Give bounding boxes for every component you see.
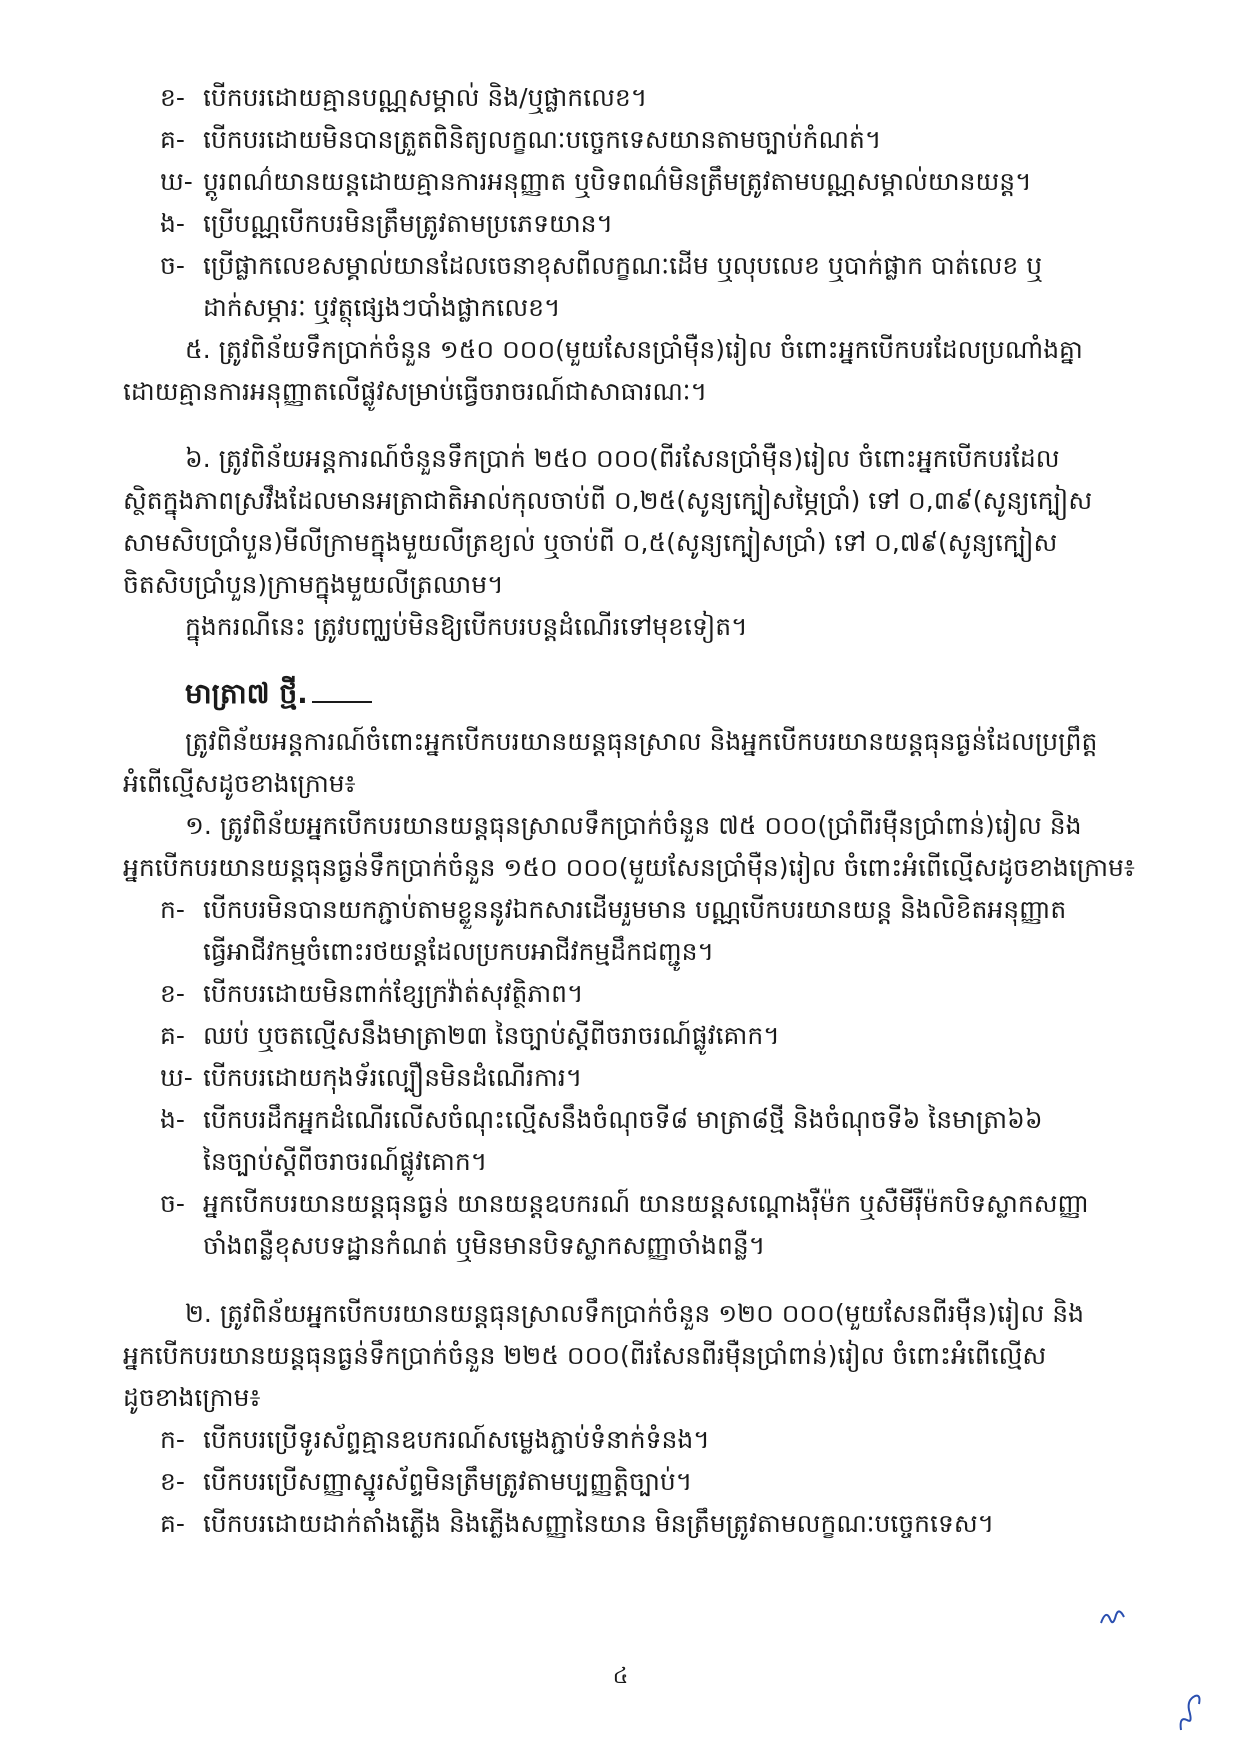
paragraph-text: អំពើល្មើសដូចខាងក្រោម៖ bbox=[123, 769, 356, 798]
paragraph-text: ៦. ត្រូវពិន័យអន្តការណ៍ចំនួនទឹកប្រាក់ ២៥០ ០០០(ពីរសែនប្រាំម៉ឺន)រៀល ចំពោះអ្នកបើកបរដែល bbox=[185, 444, 1060, 473]
handwritten-initial-icon bbox=[1175, 1690, 1207, 1736]
article-heading-text: មាត្រា៧ ថ្មី. bbox=[185, 677, 308, 710]
paragraph-text: ដូចខាងក្រោម៖ bbox=[123, 1383, 261, 1412]
paragraph-text: ស្ថិតក្នុងភាពស្រវឹងដែលមានអត្រាជាតិអាល់កុលចាប់ពី ០,២៥(សូន្យក្បៀសម្ភៃប្រាំ) ទៅ ០,៣៩(សូន្យក្បៀស bbox=[123, 486, 1093, 515]
item-text: បើកបរប្រើទូរស័ព្ទគ្មានឧបករណ៍សម្លេងភ្ជាប់ទំនាក់ទំនង។ bbox=[203, 1425, 710, 1454]
item-text: នៃច្បាប់ស្ដីពីចរាចរណ៍ផ្លូវគោក។ bbox=[203, 1147, 488, 1176]
paragraph-text: ដោយគ្មានការអនុញ្ញាតលើផ្លូវសម្រាប់ធ្វើចរាចរណ៍ជាសាធារណៈ។ bbox=[123, 377, 708, 406]
item-text: ប្ដូរពណ៌យានយន្តដោយគ្មានការអនុញ្ញាត ឬបិទពណ៌មិនត្រឹមត្រូវតាមបណ្ណសម្គាល់យានយន្ត។ bbox=[203, 167, 1032, 196]
item-marker: គ- bbox=[160, 1021, 185, 1050]
item-marker: ង- bbox=[160, 1105, 185, 1134]
item-marker: ឃ- bbox=[160, 167, 193, 196]
item-text: បើកបរដោយកុងទ័រល្បឿនមិនដំណើរការ។ bbox=[203, 1063, 583, 1092]
item-marker: ក- bbox=[160, 895, 185, 924]
article-heading bbox=[185, 675, 372, 713]
item-text: ឈប់ ឬចតល្មើសនឹងមាត្រា២៣ នៃច្បាប់ស្ដីពីចរាចរណ៍ផ្លូវគោក។ bbox=[203, 1021, 780, 1050]
paragraph-text: ២. ត្រូវពិន័យអ្នកបើកបរយានយន្តធុនស្រាលទឹកប្រាក់ចំនួន ១២០ ០០០(មួយសែនពីរម៉ឺន)រៀល និង bbox=[185, 1299, 1084, 1328]
item-text: ប្រើបណ្ណបើកបរមិនត្រឹមត្រូវតាមប្រភេទយាន។ bbox=[203, 209, 614, 238]
item-text: បើកបរមិនបានយកភ្ជាប់តាមខ្លួននូវឯកសារដើមរួមមាន បណ្ណបើកបរយានយន្ត និងលិខិតអនុញ្ញាត bbox=[203, 895, 1067, 924]
item-text: បើកបរដោយមិនពាក់ខ្សែក្រវ៉ាត់សុវត្ថិភាព។ bbox=[203, 979, 584, 1008]
item-marker: ខ- bbox=[160, 1467, 185, 1496]
paragraph-text: ត្រូវពិន័យអន្តការណ៍ចំពោះអ្នកបើកបរយានយន្តធុនស្រាល និងអ្នកបើកបរយានយន្តធុនធ្ងន់ដែលប្រព្រឹត្ត bbox=[185, 727, 1098, 756]
item-marker: គ- bbox=[160, 125, 185, 154]
handwritten-initial-icon bbox=[1098, 1605, 1128, 1631]
item-marker: ខ- bbox=[160, 83, 185, 112]
item-marker: ច- bbox=[160, 251, 185, 280]
item-text: ធ្វើអាជីវកម្មចំពោះរថយន្តដែលប្រកបអាជីវកម្មដឹកជញ្ជូន។ bbox=[203, 937, 714, 966]
item-text: ដាក់សម្ភារៈ ឬវត្ថុផ្សេងៗបាំងផ្លាកលេខ។ bbox=[203, 293, 561, 322]
paragraph-text: អ្នកបើកបរយានយន្តធុនធ្ងន់ទឹកប្រាក់ចំនួន ២២៥ ០០០(ពីរសែនពីរម៉ឺនប្រាំពាន់)រៀល ចំពោះអំពើល្មើស bbox=[123, 1341, 1047, 1370]
item-marker: ខ- bbox=[160, 979, 185, 1008]
paragraph-text: សាមសិបប្រាំបួន)មីលីក្រាមក្នុងមួយលីត្រខ្យល់ ឬចាប់ពី ០,៥(សូន្យក្បៀសប្រាំ) ទៅ ០,៧៩(សូន្យក្បៀស bbox=[123, 528, 1058, 557]
paragraph-text: ១. ត្រូវពិន័យអ្នកបើកបរយានយន្តធុនស្រាលទឹកប្រាក់ចំនួន ៧៥ ០០០(ប្រាំពីរម៉ឺនប្រាំពាន់)រៀល និង bbox=[185, 811, 1082, 840]
item-text: បើកបរដោយដាក់តាំងភ្លើង និងភ្លើងសញ្ញានៃយាន មិនត្រឹមត្រូវតាមលក្ខណៈបច្ចេកទេស។ bbox=[203, 1509, 995, 1538]
item-marker: ង- bbox=[160, 209, 185, 238]
item-text: ប្រើផ្លាកលេខសម្គាល់យានដែលចេនាខុសពីលក្ខណៈដើម ឬលុបលេខ ឬបាក់ផ្លាក បាត់លេខ ឬ bbox=[203, 251, 1043, 280]
heading-underline bbox=[312, 701, 372, 703]
item-marker: ក- bbox=[160, 1425, 185, 1454]
paragraph-text: អ្នកបើកបរយានយន្តធុនធ្ងន់ទឹកប្រាក់ចំនួន ១៥០ ០០០(មួយសែនប្រាំម៉ឺន)រៀល ចំពោះអំពើល្មើសដូចខាងក្រោម៖ bbox=[123, 853, 1135, 882]
page-number: ៤ bbox=[612, 1664, 629, 1689]
item-marker: ច- bbox=[160, 1189, 185, 1218]
item-text: បើកបរដឹកអ្នកដំណើរលើសចំណុះល្មើសនឹងចំណុចទី៨ មាត្រា៨ថ្មី និងចំណុចទី៦ នៃមាត្រា៦៦ bbox=[203, 1105, 1043, 1134]
paragraph-text: ក្នុងករណីនេះ ត្រូវបញ្ឈប់មិនឱ្យបើកបរបន្តដំណើរទៅមុខទៀត។ bbox=[185, 612, 748, 641]
paragraph-text: ៥. ត្រូវពិន័យទឹកប្រាក់ចំនួន ១៥០ ០០០(មួយសែនប្រាំម៉ឺន)រៀល ចំពោះអ្នកបើកបរដែលប្រណាំងគ្នា bbox=[185, 335, 1083, 364]
item-text: បើកបរប្រើសញ្ញាស្នូរស័ព្ទមិនត្រឹមត្រូវតាមប្បញ្ញត្តិច្បាប់។ bbox=[203, 1467, 693, 1496]
item-text: បើកបរដោយគ្មានបណ្ណសម្គាល់ និង/ឬផ្លាកលេខ។ bbox=[203, 83, 648, 112]
item-text: អ្នកបើកបរយានយន្តធុនធ្ងន់ យានយន្តឧបករណ៍ យានយន្តសណ្ដោងរ៉ឺម៉ក ឬសឺមីរ៉ឺម៉កបិទស្លាកសញ្ញា bbox=[203, 1189, 1089, 1218]
item-marker: គ- bbox=[160, 1509, 185, 1538]
item-text: ចាំងពន្លឺខុសបទដ្ឋានកំណត់ ឬមិនមានបិទស្លាកសញ្ញាចាំងពន្លឺ។ bbox=[203, 1231, 766, 1260]
item-marker: ឃ- bbox=[160, 1063, 193, 1092]
paragraph-text: ចិតសិបប្រាំបួន)ក្រាមក្នុងមួយលីត្រឈាម។ bbox=[123, 570, 504, 599]
item-text: បើកបរដោយមិនបានត្រួតពិនិត្យលក្ខណៈបច្ចេកទេសយានតាមច្បាប់កំណត់។ bbox=[203, 125, 882, 154]
